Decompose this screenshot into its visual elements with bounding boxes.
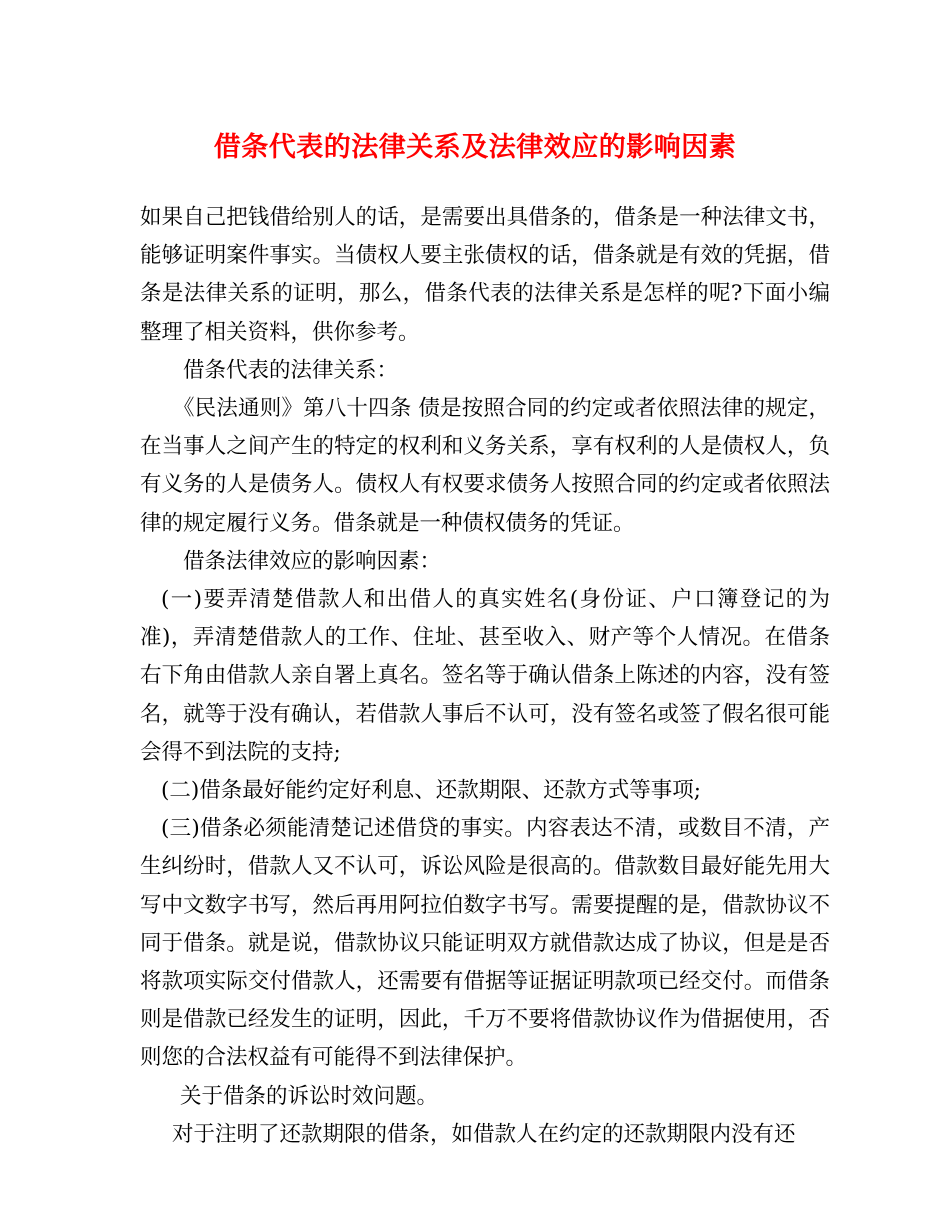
paragraph-factor-two: (二)借条最好能约定好利息、还款期限、还款方式等事项; — [161, 778, 702, 804]
paragraph-limitation-start: 对于注明了还款期限的借条，如借款人在约定的还款期限内没有还 — [172, 1121, 796, 1147]
document-title: 借条代表的法律关系及法律效应的影响因素 — [213, 132, 737, 163]
heading-influencing-factors: 借条法律效应的影响因素： — [183, 548, 442, 574]
paragraph-factor-one: (一)要弄清楚借款人和出借人的真实姓名(身份证、户口簿登记的为准)，弄清楚借款人的工作、住址、甚至收入、财产等个人情况。在借条右下角由借款人亲自署上真名。签名等于确认借条上陈述的内容，没有签名，就等于没有确认，若借款人事后不认可，没有签名或签了假名很可能会得不到法院的支持; — [140, 587, 830, 765]
paragraph-intro: 如果自己把钱借给别人的话，是需要出具借条的，借条是一种法律文书，能够证明案件事实。当债权人要主张债权的话，借条就是有效的凭据，借条是法律关系的证明，那么，借条代表的法律关系是怎样的呢?下面小编整理了相关资料，供你参考。 — [140, 205, 830, 345]
heading-limitation-period: 关于借条的诉讼时效问题。 — [180, 1083, 439, 1109]
paragraph-factor-three: (三)借条必须能清楚记述借贷的事实。内容表达不清，或数目不清，产生纠纷时，借款人又不认可，诉讼风险是很高的。借款数目最好能先用大写中文数字书写，然后再用阿拉伯数字书写。需要提醒的是，借款协议不同于借条。就是说，借款协议只能证明双方就借款达成了协议，但是是否将款项实际交付借款人，还需要有借据等证据证明款项已经交付。而借条则是借款已经发生的证明，因此，千万不要将借款协议作为借据使用，否则您的合法权益有可能得不到法律保护。 — [140, 816, 830, 1071]
paragraph-civil-law-article: 《民法通则》第八十四条 债是按照合同的约定或者依照法律的规定，在当事人之间产生的特定的权利和义务关系，享有权利的人是债权人，负有义务的人是债务人。债权人有权要求债务人按照合同的约定或者依照法律的规定履行义务。借条就是一种债权债务的凭证。 — [140, 396, 830, 536]
document-body — [140, 199, 830, 1154]
heading-legal-relationship: 借条代表的法律关系： — [183, 357, 399, 383]
